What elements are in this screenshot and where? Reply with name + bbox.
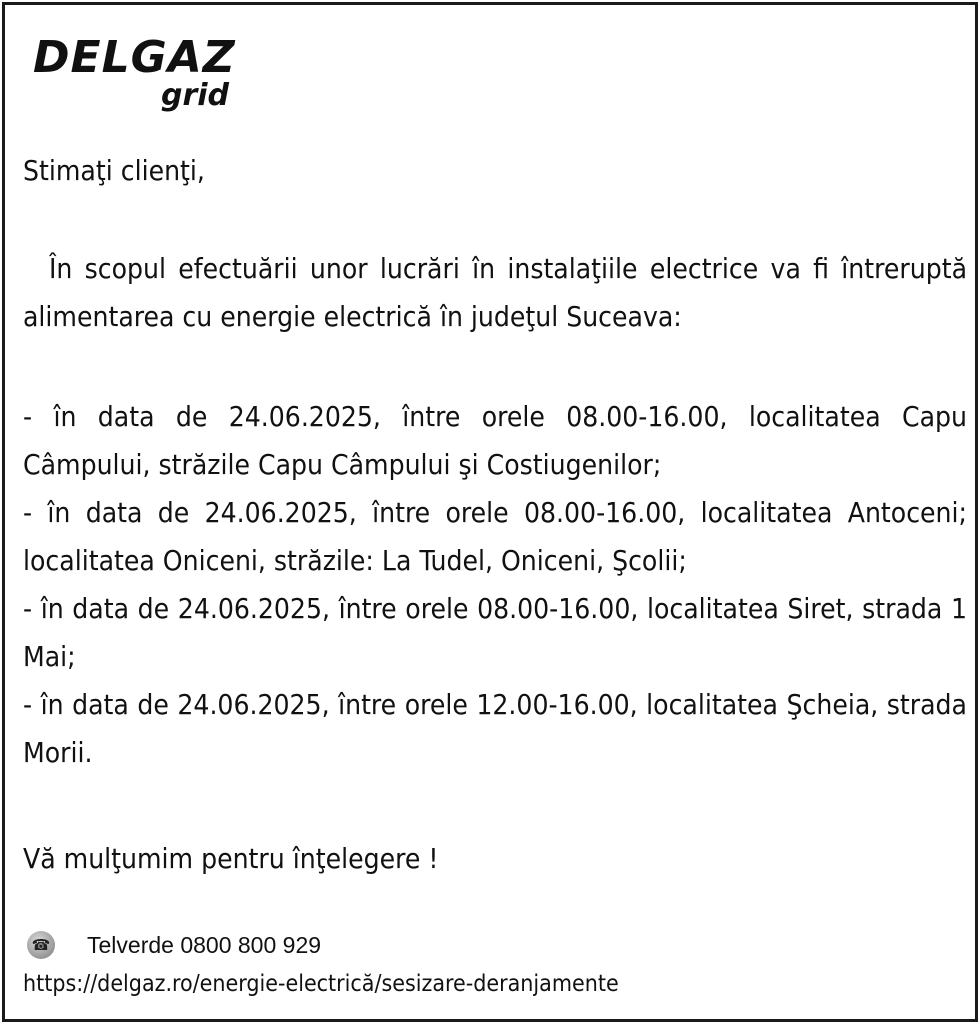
thanks-message: Vă mulţumim pentru înţelegere ! <box>23 842 439 875</box>
outage-item: - în data de 24.06.2025, între orele 08.00-16.00, localitatea Siret, strada 1 Mai; <box>23 592 967 673</box>
logo-wordmark: DELGAZ <box>33 32 236 83</box>
intro-paragraph: În scopul efectuării unor lucrări în instalaţiile electrice va fi întreruptă alimentarea cu energie electrică în judeţul Suceava: <box>23 252 967 333</box>
outage-item: - în data de 24.06.2025, între orele 12.00-16.00, localitatea Şcheia, strada Morii. <box>23 688 967 769</box>
notice-frame <box>2 2 978 1022</box>
report-url[interactable]: https://delgaz.ro/energie-electrică/sesizare-deranjamente <box>23 971 619 997</box>
outage-item: - în data de 24.06.2025, între orele 08.00-16.00, localitatea Capu Câmpului, străzile Capu Câmpului şi Costiugenilor; <box>23 400 967 481</box>
greeting: Stimaţi clienţi, <box>23 154 205 187</box>
contact-line <box>27 927 321 963</box>
hotline-number: Telverde 0800 800 929 <box>87 931 322 958</box>
phone-icon: ☎ <box>27 931 55 959</box>
outage-list <box>23 393 967 777</box>
delgaz-grid-logo <box>33 33 263 123</box>
outage-item: - în data de 24.06.2025, între orele 08.00-16.00, localitatea Antoceni; localitatea Oniceni, străzile: La Tudel, Oniceni, Şcolii; <box>23 496 967 577</box>
logo-subtitle: grid <box>161 78 230 113</box>
